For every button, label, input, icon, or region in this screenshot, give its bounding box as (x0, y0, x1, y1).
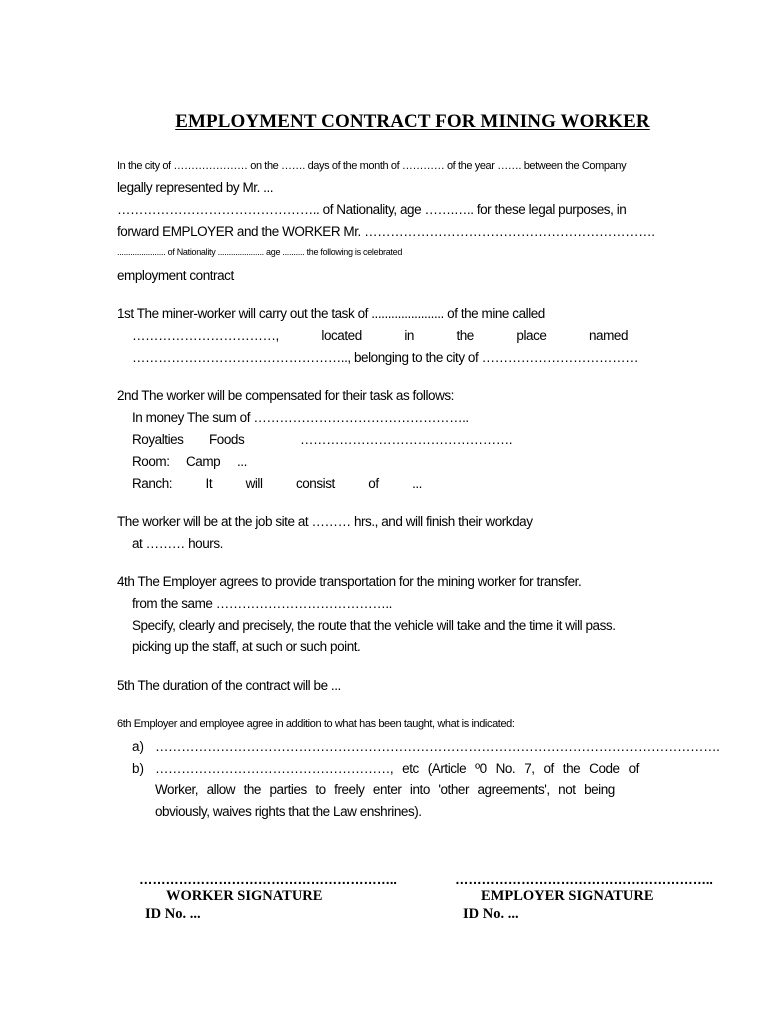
clause2-camp-dots: ... (237, 454, 247, 469)
clause1-word: the (456, 328, 474, 343)
clause1-word: place (516, 328, 547, 343)
intro-line-1: In the city of ………………… on the ……. days of the month of ………… of the year ……. between the Company (117, 160, 627, 172)
clause2-room: Room: (132, 454, 170, 469)
clause2-foods: Foods (209, 432, 245, 447)
clause2-ranch-word: It (205, 476, 213, 491)
clause6-b-word: Code (589, 761, 620, 776)
clause1-word: in (404, 328, 414, 343)
clause6-b-word: 'other (438, 782, 470, 797)
clause6-b-word: the (562, 761, 581, 776)
clause6-item-b-line-2 (155, 781, 615, 799)
clause2-camp: Camp (186, 454, 221, 469)
worker-signature-line: ………………………………………………….. (139, 872, 397, 887)
clause2-line-2: In money The sum of ………………………………………….. (132, 410, 469, 425)
clause6-b-word: (Article (427, 761, 467, 776)
clause6-b-word: being (584, 782, 615, 797)
clause6-b-word: of (543, 761, 554, 776)
clause6-b-word: Worker, (155, 782, 199, 797)
clause4-line-2: from the same ………………………………….. (132, 596, 392, 611)
clause2-line-1: 2nd The worker will be compensated for their task as follows: (117, 388, 454, 403)
clause2-ranch-word: ... (412, 476, 422, 491)
intro-line-5: ...................... of Nationality ..................... age .......... the following is celebrated (117, 247, 403, 257)
clause6-b-word: º0 (475, 761, 487, 776)
clause2-ranch-word: of (368, 476, 379, 491)
intro-line-3: ……………………………………….. of Nationality, age …….….. for these legal purposes, in (117, 202, 627, 217)
clause6-item-b-line-3: obviously, waives rights that the Law enshrines). (155, 804, 422, 819)
clause1-word: located (321, 328, 362, 343)
clause6-b-word: parties (269, 782, 307, 797)
intro-line-4: forward EMPLOYER and the WORKER Mr. …………………………………………………………. (117, 224, 655, 239)
clause6-b-word: into (409, 782, 430, 797)
clause1-line-2 (132, 327, 628, 345)
clause6-line-1: 6th Employer and employee agree in addition to what has been taught, what is indicated: (117, 718, 515, 730)
clause4-line-4: picking up the staff, at such or such point. (132, 639, 361, 654)
clause6-b-word: No. (495, 761, 516, 776)
clause4-line-1: 4th The Employer agrees to provide transportation for the mining worker for transfer. (117, 574, 582, 589)
clause6-b-word: not (558, 782, 576, 797)
clause4-line-3: Specify, clearly and precisely, the route that the vehicle will take and the time it will pass. (132, 618, 616, 633)
clause6-b-word: freely (334, 782, 365, 797)
clause6-b-word: etc (402, 761, 419, 776)
intro-line-6: employment contract (117, 268, 234, 283)
worker-id: ID No. ... (145, 906, 201, 922)
clause6-b-word: enter (372, 782, 402, 797)
clause3-line-1: The worker will be at the job site at ……… hrs., and will finish their workday (117, 514, 533, 529)
clause2-royalties: Royalties (132, 432, 184, 447)
clause6-item-a: …………………………………………………………………………………………………………………. (155, 739, 720, 754)
clause3-line-2: at ……… hours. (132, 536, 223, 551)
clause1-word: ……………………………, (132, 328, 279, 343)
clause2-ranch-word: Ranch: (132, 476, 173, 491)
clause6-item-b-line-1 (155, 760, 639, 778)
employer-signature-line: ………………………………………………….. (455, 872, 713, 887)
employer-id: ID No. ... (463, 906, 519, 922)
clause2-ranch-word: consist (295, 476, 335, 491)
clause1-line-1: 1st The miner-worker will carry out the task of ...................... of the mine called (117, 306, 545, 321)
clause2-foods-dots: …………………………………………. (300, 432, 513, 447)
clause6-b-word: the (243, 782, 261, 797)
clause6-marker-b: b) (132, 761, 145, 776)
worker-signature-label: WORKER SIGNATURE (166, 888, 323, 904)
clause6-b-word: allow (206, 782, 236, 797)
document-title: EMPLOYMENT CONTRACT FOR MINING WORKER (175, 111, 650, 132)
intro-line-2: legally represented by Mr. ... (117, 180, 274, 195)
clause6-b-word: 7, (524, 761, 535, 776)
employer-signature-label: EMPLOYER SIGNATURE (481, 888, 654, 904)
clause6-marker-a: a) (132, 739, 145, 754)
clause1-word: named (588, 328, 628, 343)
clause2-ranch-line (132, 475, 422, 493)
clause6-b-word: of (628, 761, 639, 776)
clause5-line-1: 5th The duration of the contract will be ... (117, 678, 341, 693)
clause6-b-word: ………………………………………………, (155, 761, 394, 776)
clause2-ranch-word: will (245, 476, 263, 491)
clause1-line-3: ………………………………………….., belonging to the city of ……………………………… (132, 350, 639, 365)
clause6-b-word: to (315, 782, 326, 797)
clause6-b-word: agreements', (477, 782, 550, 797)
